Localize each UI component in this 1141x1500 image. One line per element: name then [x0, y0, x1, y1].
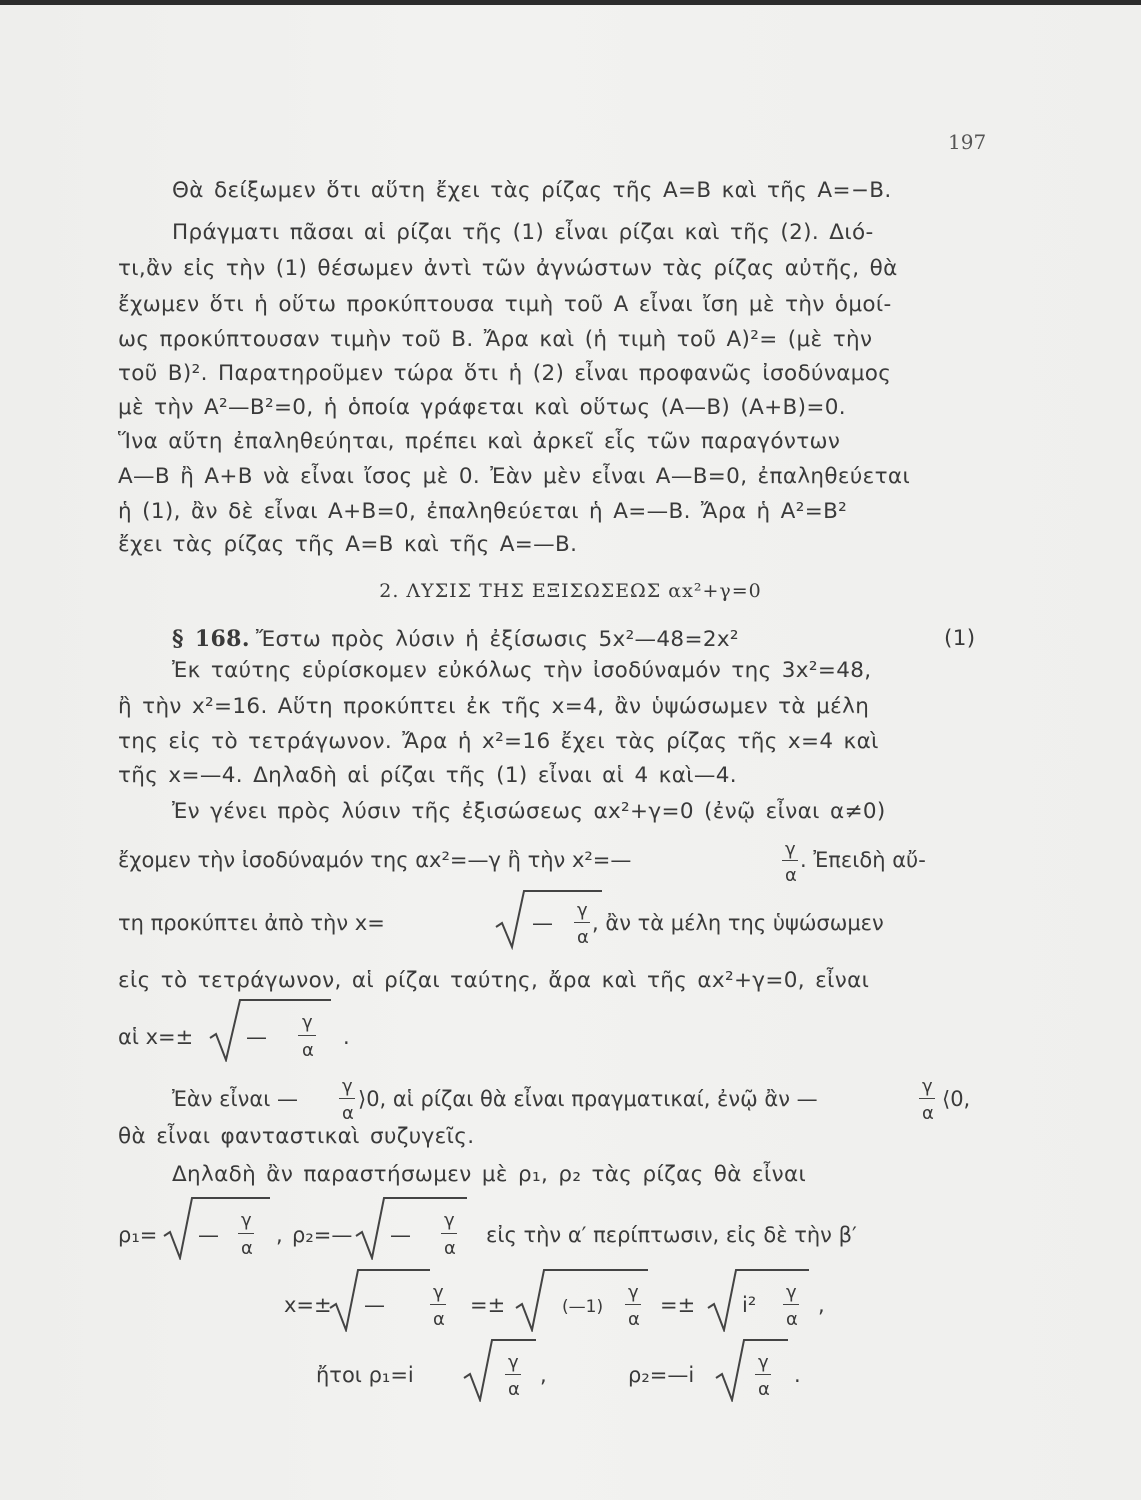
text-line: Ἐκ ταύτης εὑρίσκομεν εὐκόλως τὴν ἰσοδύναμόν της 3x²=48,: [172, 658, 872, 683]
minus-sign: —: [532, 911, 553, 935]
frac-numerator: γ: [433, 1282, 444, 1303]
frac-numerator: γ: [786, 1282, 797, 1303]
section-first-line: [172, 624, 1042, 655]
frac-denominator: α: [342, 1103, 354, 1124]
text-line: μὲ τὴν A²—B²=0, ἡ ὁποία γράφεται καὶ οὕτως (A—B) (A+B)=0.: [118, 395, 846, 420]
frac-numerator: γ: [444, 1210, 455, 1231]
text-line: ἢ τὴν x²=16. Αὕτη προκύπτει ἐκ τῆς x=4, ἂν ὑψώσωμεν τὰ μέλη: [118, 694, 870, 719]
section-equation-text: Ἔστω πρὸς λύσιν ἡ ἐξίσωσις 5x²—48=2x²: [255, 627, 739, 652]
text-line: ⟩0, αἱ ρίζαι θὰ εἶναι πραγματικαί, ἐνῷ ἂν —: [358, 1087, 818, 1111]
text-line: εἰς τὴν α′ περίπτωσιν, εἰς δὲ τὴν β′: [486, 1223, 857, 1247]
frac-denominator: α: [508, 1379, 520, 1400]
text-line: Θὰ δείξωμεν ὅτι αὕτη ἔχει τὰς ρίζας τῆς A=B καὶ τῆς A=−B.: [172, 178, 892, 203]
text-line: ως προκύπτουσαν τιμὴν τοῦ B. Ἄρα καὶ (ἡ τιμὴ τοῦ A)²= (μὲ τὴν: [118, 327, 873, 352]
comma: ,: [818, 1293, 825, 1317]
equation-label: (1): [944, 626, 976, 651]
frac-denominator: α: [758, 1379, 770, 1400]
text-line: Πράγματι πᾶσαι αἱ ρίζαι τῆς (1) εἶναι ρίζαι καὶ τῆς (2). Διό-: [172, 220, 874, 245]
sqrt-sign: [460, 1332, 540, 1402]
page-number: 197: [948, 130, 987, 154]
text-line: . Ἐπειδὴ αὔ-: [800, 848, 926, 872]
rho2-label: ρ₂=—: [292, 1223, 353, 1247]
rho1-label: ρ₁=: [118, 1223, 158, 1247]
text-line: ⟨0,: [942, 1087, 971, 1111]
text-line: x=±: [284, 1293, 332, 1317]
minus-sign: —: [246, 1025, 267, 1049]
minus-sign: —: [198, 1223, 219, 1247]
frac-numerator: γ: [758, 1352, 769, 1373]
text-line: ἔχωμεν ὅτι ἡ οὕτω προκύπτουσα τιμὴ τοῦ A εἶναι ἴση μὲ τὴν ὁμοί-: [118, 292, 892, 317]
frac-numerator: γ: [628, 1282, 639, 1303]
text-line: Ἐν γένει πρὸς λύσιν τῆς ἐξισώσεως αx²+γ=0 (ἐνῷ εἶναι α≠0): [172, 799, 886, 824]
text-line: θὰ εἶναι φανταστικαὶ συζυγεῖς.: [118, 1124, 475, 1149]
text-line: .: [343, 1025, 350, 1049]
i-squared: i²: [742, 1293, 757, 1317]
equals-pm: =±: [660, 1293, 696, 1317]
comma: ,: [540, 1363, 547, 1387]
frac-numerator: γ: [577, 900, 588, 921]
frac-denominator: α: [922, 1103, 934, 1124]
text-line: τη προκύπτει ἀπὸ τὴν x=: [118, 911, 385, 935]
frac-denominator: α: [433, 1309, 445, 1330]
text-line: A—B ἢ A+B νὰ εἶναι ἴσος μὲ 0. Ἐὰν μὲν εἶναι A—B=0, ἐπαληθεύεται: [118, 464, 911, 489]
text-line: τοῦ B)². Παρατηροῦμεν τώρα ὅτι ἡ (2) εἶναι προφανῶς ἰσοδύναμος: [118, 361, 892, 386]
comma: ,: [276, 1223, 283, 1247]
text-line: τῆς x=—4. Δηλαδὴ αἱ ρίζαι τῆς (1) εἶναι αἱ 4 καὶ—4.: [118, 763, 737, 788]
frac-numerator: γ: [302, 1012, 313, 1033]
text-line: ἤτοι ρ₁=i: [316, 1363, 414, 1387]
frac-numerator: γ: [508, 1352, 519, 1373]
text-line: ἔχει τὰς ρίζας τῆς A=B καὶ τῆς A=—B.: [118, 532, 578, 557]
equals-pm: =±: [470, 1293, 506, 1317]
text-line: τι,ἂν εἰς τὴν (1) θέσωμεν ἀντὶ τῶν ἀγνώστων τὰς ρίζας αὐτῆς, θὰ: [118, 256, 898, 281]
text-line: ρ₂=—i: [628, 1363, 695, 1387]
text-line: αἱ x=±: [118, 1025, 194, 1049]
frac-numerator: γ: [342, 1076, 353, 1097]
frac-denominator: α: [241, 1238, 253, 1259]
section-number: § 168.: [172, 626, 250, 652]
frac-denominator: α: [444, 1238, 456, 1259]
frac-denominator: α: [786, 1309, 798, 1330]
sqrt-sign: [712, 1332, 792, 1402]
text-line: ἡ (1), ἂν δὲ εἶναι A+B=0, ἐπαληθεύεται ἡ A=—B. Ἄρα ἡ A²=B²: [118, 499, 848, 524]
sqrt-sign: [206, 992, 336, 1062]
frac-denominator: α: [302, 1040, 314, 1061]
text-line: εἰς τὸ τετράγωνον, αἱ ρίζαι ταύτης, ἄρα καὶ τῆς αx²+γ=0, εἶναι: [118, 968, 870, 993]
text-line: , ἂν τὰ μέλη της ὑψώσωμεν: [592, 911, 884, 935]
period: .: [794, 1363, 801, 1387]
text-line: Ἵνα αὕτη ἐπαληθεύηται, πρέπει καὶ ἀρκεῖ εἷς τῶν παραγόντων: [118, 429, 841, 454]
minus-sign: —: [390, 1223, 411, 1247]
text-line: Δηλαδὴ ἂν παραστήσωμεν μὲ ρ₁, ρ₂ τὰς ρίζας θὰ εἶναι: [172, 1162, 807, 1187]
section-heading: 2. ΛΥΣΙΣ ΤΗΣ ΕΞΙΣΩΣΕΩΣ αx²+γ=0: [379, 580, 762, 602]
frac-numerator: γ: [241, 1210, 252, 1231]
frac-numerator: γ: [922, 1076, 933, 1097]
frac-denominator: α: [577, 927, 589, 948]
text-line: της εἰς τὸ τετράγωνον. Ἄρα ἡ x²=16 ἔχει τὰς ρίζας τῆς x=4 καὶ: [118, 729, 879, 754]
minus-one: (—1): [562, 1297, 604, 1317]
text-line: Ἐὰν εἶναι —: [172, 1087, 298, 1111]
frac-numerator: γ: [785, 839, 796, 860]
minus-sign: —: [364, 1293, 385, 1317]
frac-denominator: α: [785, 865, 797, 886]
frac-denominator: α: [628, 1309, 640, 1330]
text-line: ἔχομεν τὴν ἰσοδύναμόν της αx²=—γ ἢ τὴν x²=—: [118, 848, 632, 872]
